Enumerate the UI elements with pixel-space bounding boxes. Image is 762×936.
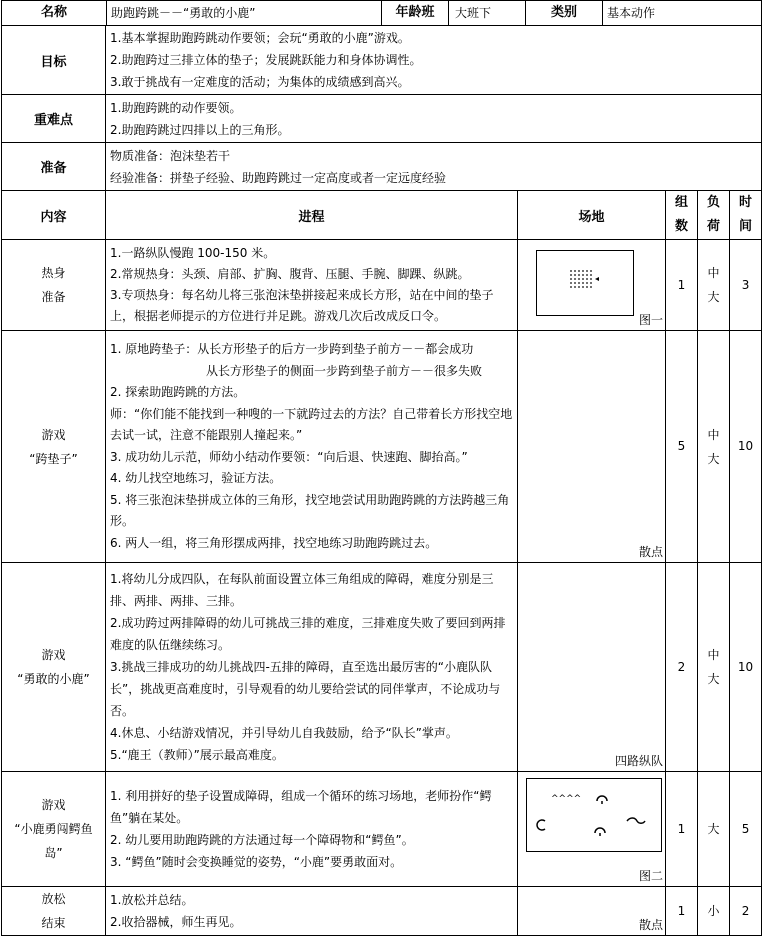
step-item: 4.休息、小结游戏情况，并引导幼儿自我鼓励，给予“队长”掌声。 <box>110 726 458 740</box>
site-note: 图二 <box>638 869 663 883</box>
step-item: 1.将幼儿分成四队，在每队前面设置立体三角组成的障碍，难度分别是三排、两排、两排、三排。 <box>110 572 494 608</box>
table-row <box>2 563 762 772</box>
goal-item: 1.基本掌握助跑跨跳动作要领；会玩“勇敢的小鹿”游戏。 <box>110 31 410 45</box>
site-note: 图一 <box>638 313 663 327</box>
lesson-plan-table <box>1 0 762 936</box>
groups-cell: 1 <box>666 772 698 887</box>
time-cell: 2 <box>730 887 762 936</box>
content-cell: 游戏 “小鹿勇闯鳄鱼 岛” <box>2 772 106 887</box>
groups-cell: 5 <box>666 331 698 563</box>
prep-label: 准备 <box>2 143 106 191</box>
site-diagram-two <box>526 778 662 852</box>
step-item: 师：“你们能不能找到一种嗖的一下就跨过去的方法？自己带着长方形找空地去试一试，注意不能跟别人撞起来。” <box>110 406 513 442</box>
process-cell <box>106 240 518 331</box>
content-cell: 放松 结束 <box>2 887 106 936</box>
table-row <box>2 772 762 887</box>
table-row <box>2 240 762 331</box>
site-cell <box>518 887 666 936</box>
key-points-label: 重难点 <box>2 95 106 143</box>
process-cell <box>106 887 518 936</box>
name-value: 助跑跨跳－－“勇敢的小鹿” <box>107 1 382 25</box>
type-label: 类别 <box>526 1 603 25</box>
col-site-header: 场地 <box>518 191 666 240</box>
step-item: 2.常规热身：头颈、肩部、扩胸、腹背、压腿、手腕、脚踝、纵跳。 <box>110 267 470 281</box>
groups-cell: 1 <box>666 240 698 331</box>
col-time-header: 时 间 <box>730 191 762 240</box>
dot-grid-icon <box>537 251 633 315</box>
step-item: 4. 幼儿找空地练习，验证方法。 <box>110 471 282 485</box>
groups-cell: 2 <box>666 563 698 772</box>
name-label: 名称 <box>2 1 107 25</box>
step-item: 1.放松并总结。 <box>110 893 194 907</box>
goals-label: 目标 <box>2 26 106 95</box>
step-item: 2. 幼儿要用助跑跨跳的方法通过每一个障碍物和“鳄鱼”。 <box>110 833 414 847</box>
age-value: 大班下 <box>449 1 526 25</box>
step-item: 3.专项热身：每名幼儿将三张泡沫垫拼接起来成长方形，站在中间的垫子上，根据老师提示的方位进行并足跳。游戏几次后改成反口令。 <box>110 288 494 323</box>
step-item: 1. 原地跨垫子：从长方形垫子的后方一步跨到垫子前方－－都会成功 <box>110 342 474 356</box>
groups-cell: 1 <box>666 887 698 936</box>
step-item: 6. 两人一组，将三角形摆成两排，找空地练习助跑跨跳过去。 <box>110 535 438 550</box>
content-cell: 热身 准备 <box>2 240 106 331</box>
table-row <box>2 887 762 936</box>
process-cell <box>106 563 518 772</box>
site-note: 散点 <box>638 545 663 559</box>
col-groups-header: 组 数 <box>666 191 698 240</box>
step-item: 1. 利用拼好的垫子设置成障碍，组成一个循环的练习场地，老师扮作“鳄鱼”躺在某处。 <box>110 789 492 825</box>
time-cell: 3 <box>730 240 762 331</box>
step-item: 5.“鹿王（教师）”展示最高难度。 <box>110 748 284 762</box>
time-cell: 5 <box>730 772 762 887</box>
goal-item: 3.敢于挑战有一定难度的活动；为集体的成绩感到高兴。 <box>110 75 410 89</box>
prep-item: 物质准备：泡沫垫若干 <box>110 148 231 163</box>
key-point-item: 2.助跑跨跳过四排以上的三角形。 <box>110 122 290 137</box>
goals-list <box>106 26 762 95</box>
load-cell: 中 大 <box>698 563 730 772</box>
step-item: 3. “鳄鱼”随时会变换睡觉的姿势，“小鹿”要勇敢面对。 <box>110 855 403 869</box>
prep-list <box>106 143 762 191</box>
step-item: 2.成功跨过两排障碍的幼儿可挑战三排的难度，三排难度失败了要回到两排难度的队伍继续练习。 <box>110 616 506 652</box>
age-label: 年龄班 <box>382 1 449 25</box>
goal-item: 2.助跑跨过三排立体的垫子；发展跳跃能力和身体协调性。 <box>110 53 422 67</box>
site-note: 四路纵队 <box>614 754 663 768</box>
col-process-header: 进程 <box>106 191 518 240</box>
site-cell <box>518 331 666 563</box>
time-cell: 10 <box>730 563 762 772</box>
circuit-diagram-icon <box>527 779 661 851</box>
col-content-header: 内容 <box>2 191 106 240</box>
load-cell: 中 大 <box>698 240 730 331</box>
step-item: 2. 探索助跑跨跳的方法。 <box>110 385 246 399</box>
process-cell <box>106 331 518 563</box>
site-note: 散点 <box>638 918 663 932</box>
type-value: 基本动作 <box>607 6 656 20</box>
key-point-item: 1.助跑跨跳的动作要领。 <box>110 100 242 115</box>
site-diagram-one <box>536 250 634 316</box>
step-item: 3.挑战三排成功的幼儿挑战四-五排的障碍，直至选出最厉害的“小鹿队队长”，挑战更高难度时，引导观看的幼儿要给尝试的同伴掌声，不论成功与否。 <box>110 660 501 718</box>
prep-item: 经验准备：拼垫子经验、助跑跨跳过一定高度或者一定远度经验 <box>110 170 447 185</box>
site-cell <box>518 563 666 772</box>
table-row <box>2 331 762 563</box>
step-item: 从长方形垫子的侧面一步跨到垫子前方－－很多失败 <box>206 363 483 378</box>
site-cell <box>518 772 666 887</box>
col-load-header: 负 荷 <box>698 191 730 240</box>
svg-text:^^^^: ^^^^ <box>551 794 582 804</box>
time-cell: 10 <box>730 331 762 563</box>
step-item: 5. 将三张泡沫垫拼成立体的三角形，找空地尝试用助跑跨跳的方法跨越三角形。 <box>110 492 510 528</box>
step-item: 3. 成功幼儿示范，师幼小结动作要领：“向后退、快速跑、脚抬高。” <box>110 449 468 464</box>
step-item: 1.一路纵队慢跑 100-150 米。 <box>110 246 276 260</box>
process-cell <box>106 772 518 887</box>
load-cell: 大 <box>698 772 730 887</box>
content-cell: 游戏 “勇敢的小鹿” <box>2 563 106 772</box>
load-cell: 小 <box>698 887 730 936</box>
load-cell: 中 大 <box>698 331 730 563</box>
site-cell <box>518 240 666 331</box>
content-cell: 游戏 “跨垫子” <box>2 331 106 563</box>
step-item: 2.收拾器械，师生再见。 <box>110 915 242 929</box>
key-points-list <box>106 95 762 143</box>
